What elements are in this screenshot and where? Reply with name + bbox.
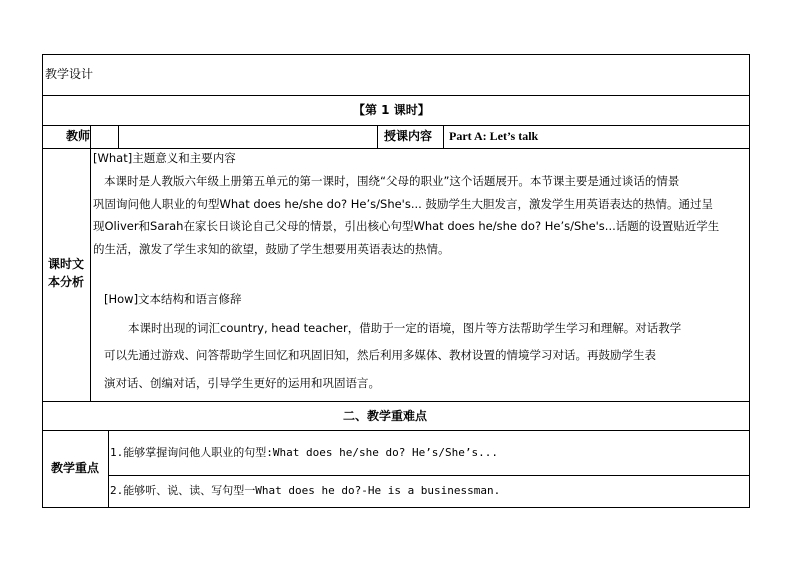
table-border-bottom (42, 507, 750, 508)
key-point-2: 2.能够听、说、读、写句型一What does he do?-He is a businessman. (110, 484, 501, 497)
how-line-1: 本课时出现的词汇country, head teacher，借助于一定的语境，图片等方法帮助学生学习和理解。对话教学 (128, 321, 682, 335)
table-border-content-label-left (377, 125, 378, 148)
what-heading: [What]主题意义和主要内容 (93, 151, 236, 165)
teacher-label: 教师 (66, 129, 91, 143)
table-border-right (749, 54, 750, 508)
table-border-label-col (90, 125, 91, 401)
table-border-banner-bottom (42, 125, 750, 126)
how-line-2: 可以先通过游戏、问答帮助学生回忆和巩固旧知，然后利用多媒体、教材设置的情境学习对话。再鼓励学生表 (104, 348, 656, 362)
table-border-section2-bottom (42, 430, 750, 431)
key-points-label: 教学重点 (51, 461, 100, 475)
what-line-4: 的生活，激发了学生求知的欲望，鼓励了学生想要用英语表达的热情。 (93, 242, 450, 256)
table-border-analysis-bottom (42, 401, 750, 402)
section2-heading: 二、教学重难点 (343, 409, 428, 423)
lesson-banner: 【第 1 课时】 (353, 103, 430, 117)
content-label: 授课内容 (384, 129, 433, 143)
table-border-teacher-bottom (42, 148, 750, 149)
how-line-3: 演对话、创编对话，引导学生更好的运用和巩固语言。 (104, 376, 380, 390)
what-line-3: 现Oliver和Sarah在家长日谈论自己父母的情景，引出核心句型What does he/she do? He’s/She's...话题的设置贴近学生 (93, 219, 720, 233)
what-line-2: 巩固询问他人职业的句型What does he/she do? He’s/She's... 鼓励学生大胆发言，激发学生用英语表达的热情。通过呈 (93, 197, 713, 211)
content-value: Part A: Let’s talk (449, 129, 539, 143)
table-border-top (42, 54, 750, 55)
what-line-1: 本课时是人教版六年级上册第五单元的第一课时，围绕“父母的职业”这个话题展开。本节课主要是通过谈话的情景 (104, 174, 680, 188)
table-border-content-label-right (443, 125, 444, 148)
how-heading: [How]文本结构和语言修辞 (104, 292, 242, 306)
table-border-keypoints-col (108, 430, 109, 507)
document-title: 教学设计 (45, 67, 94, 81)
table-border-title-bottom (42, 95, 750, 96)
analysis-label-line2: 本分析 (48, 275, 85, 289)
table-border-keypoint1-bottom (108, 475, 750, 476)
key-point-1: 1.能够掌握询问他人职业的句型:What does he/she do? He’s/She’s... (110, 446, 499, 459)
analysis-label-line1: 课时文 (48, 257, 85, 271)
table-border-left (42, 54, 43, 508)
table-border-teacher-value-right (118, 125, 119, 148)
